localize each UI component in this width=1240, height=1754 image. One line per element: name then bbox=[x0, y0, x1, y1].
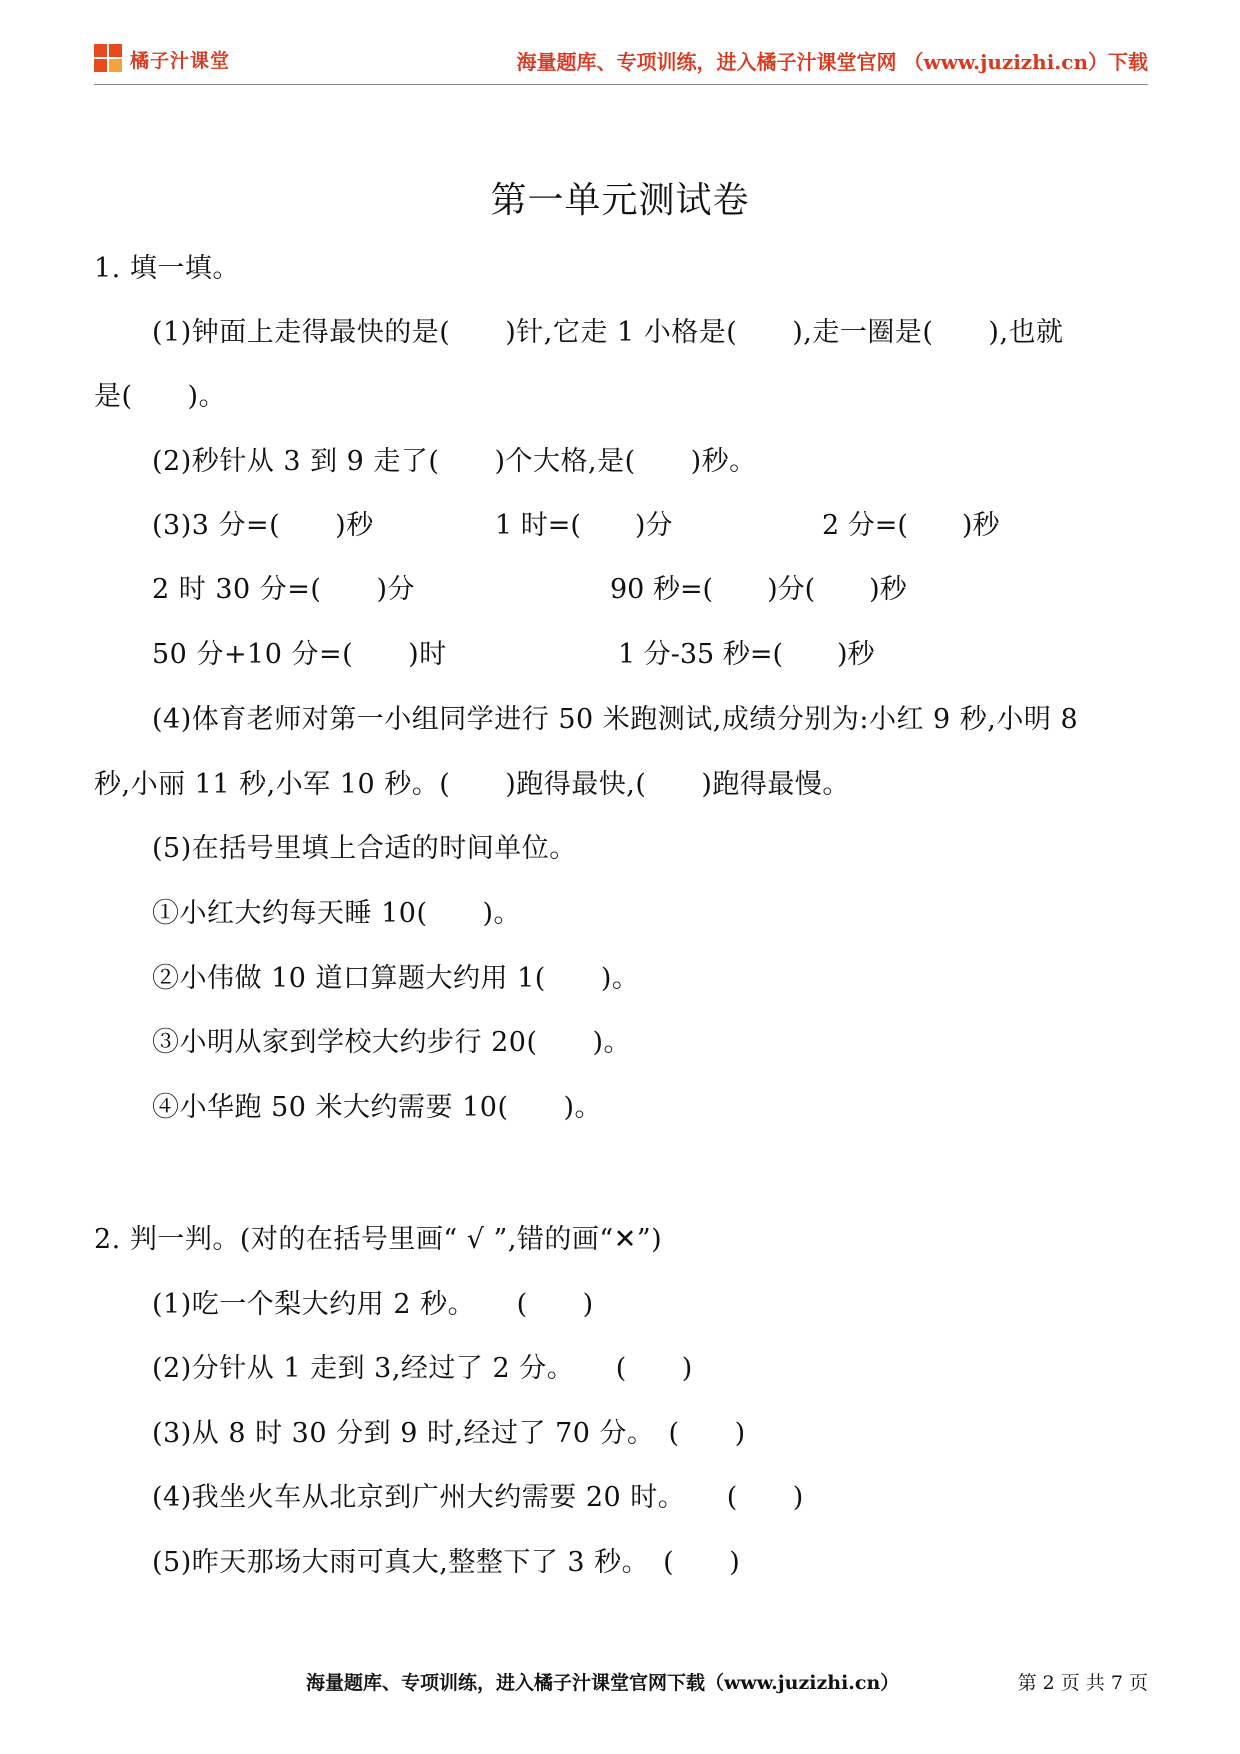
question-1-5-1: ①小红大约每天睡 10( )。 bbox=[152, 898, 522, 929]
question-1-5-2: ②小伟做 10 道口算题大约用 1( )。 bbox=[152, 963, 640, 994]
question-1-1-line2: 是( )。 bbox=[94, 381, 227, 412]
judge-item-2: (2)分针从 1 走到 3,经过了 2 分。 ( ) bbox=[152, 1353, 693, 1384]
judge-item-3: (3)从 8 时 30 分到 9 时,经过了 70 分。 ( ) bbox=[152, 1418, 746, 1449]
judge-item-4: (4)我坐火车从北京到广州大约需要 20 时。 ( ) bbox=[152, 1482, 804, 1513]
question-1-5: (5)在括号里填上合适的时间单位。 bbox=[152, 833, 577, 864]
judge-item-5: (5)昨天那场大雨可真大,整整下了 3 秒。 ( ) bbox=[152, 1547, 741, 1578]
question-1-3g: 1 分-35 秒=( )秒 bbox=[618, 639, 875, 670]
question-1-3f: 50 分+10 分=( )时 bbox=[152, 639, 447, 670]
question-1-3d: 2 时 30 分=( )分 bbox=[152, 574, 415, 605]
header-divider bbox=[94, 84, 1148, 85]
logo-text: 橘子汁课堂 bbox=[130, 49, 231, 72]
brand-logo[interactable] bbox=[94, 42, 230, 76]
question-1-3c: 2 分=( )秒 bbox=[822, 510, 1000, 541]
question-1-5-4: ④小华跑 50 米大约需要 10( )。 bbox=[152, 1092, 603, 1123]
header-slogan[interactable]: 海量题库、专项训练，进入橘子汁课堂官网 （www.juzizhi.cn）下载 bbox=[516, 50, 1148, 74]
section2-heading: 2. 判一判。(对的在括号里画“ √ ”,错的画“✕”) bbox=[94, 1224, 663, 1255]
question-1-1-line1: (1)钟面上走得最快的是( )针,它走 1 小格是( ),走一圈是( ),也就 bbox=[152, 317, 1064, 348]
judge-item-1: (1)吃一个梨大约用 2 秒。 ( ) bbox=[152, 1289, 594, 1320]
page-title: 第一单元测试卷 bbox=[490, 180, 750, 221]
question-1-5-3: ③小明从家到学校大约步行 20( )。 bbox=[152, 1027, 632, 1058]
question-1-4-line1: (4)体育老师对第一小组同学进行 50 米跑测试,成绩分别为:小红 9 秒,小明 8 bbox=[152, 704, 1079, 735]
question-1-3b: 1 时=( )分 bbox=[495, 510, 673, 541]
question-1-3a: (3)3 分=( )秒 bbox=[152, 510, 374, 541]
page-number: 第 2 页 共 7 页 bbox=[1017, 1672, 1148, 1694]
question-1-2: (2)秒针从 3 到 9 走了( )个大格,是( )秒。 bbox=[152, 446, 757, 477]
logo-icon bbox=[94, 44, 124, 74]
question-1-3e: 90 秒=( )分( )秒 bbox=[610, 574, 907, 605]
page-header bbox=[94, 36, 1148, 84]
footer-slogan[interactable]: 海量题库、专项训练，进入橘子汁课堂官网下载（www.juzizhi.cn） bbox=[306, 1672, 900, 1694]
question-1-4-line2: 秒,小丽 11 秒,小军 10 秒。( )跑得最快,( )跑得最慢。 bbox=[94, 769, 850, 800]
section1-heading: 1. 填一填。 bbox=[94, 253, 240, 284]
